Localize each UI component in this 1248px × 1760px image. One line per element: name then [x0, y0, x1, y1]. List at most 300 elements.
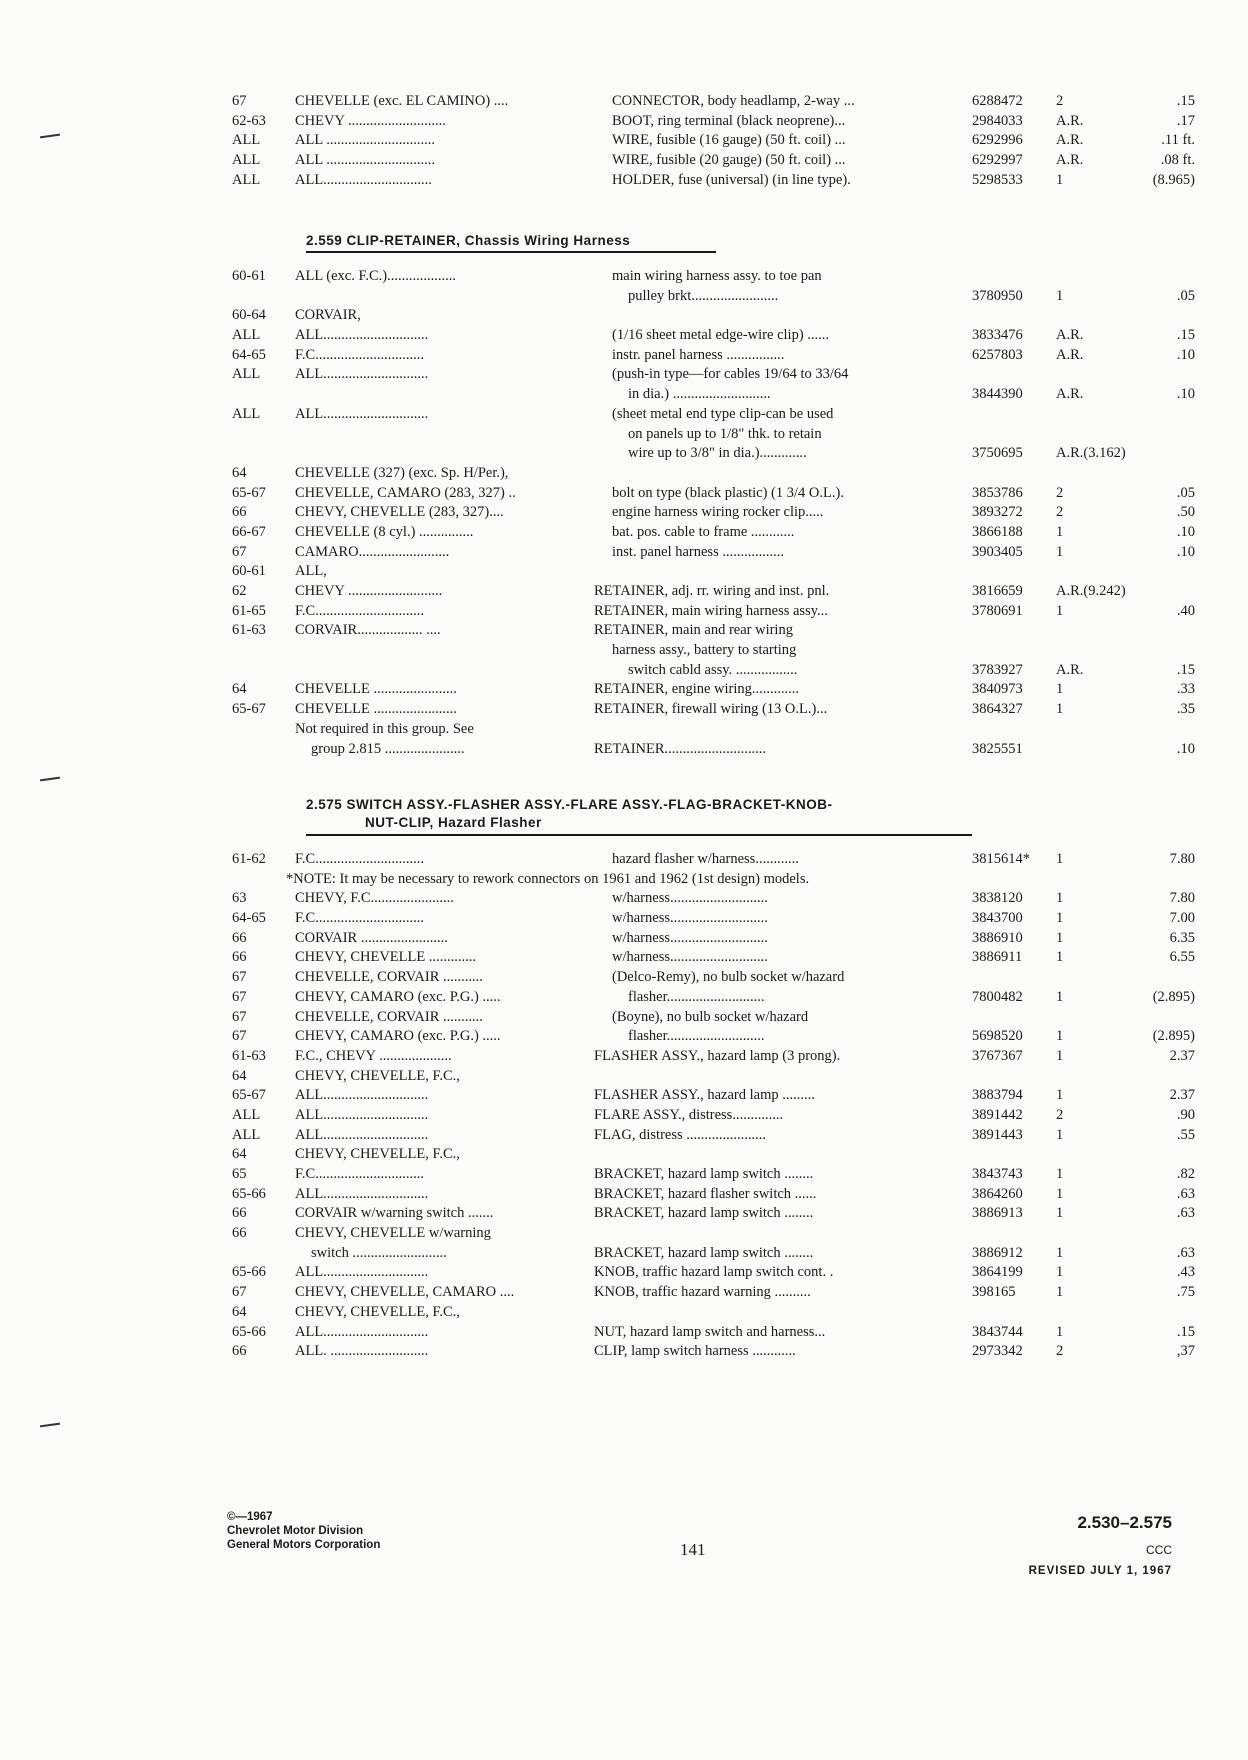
year-cell: 62-63: [232, 112, 266, 129]
price-cell: .55: [1176, 1126, 1195, 1143]
quantity-cell: 1: [1056, 1166, 1064, 1182]
table-row: [232, 909, 1195, 929]
quantity-cell: A.R.: [1056, 132, 1084, 149]
model-cell: CHEVY ..........................: [295, 583, 443, 599]
revision-date: REVISED JULY 1, 1967: [1028, 1565, 1172, 1577]
year-cell: 64-65: [232, 346, 266, 363]
description-cell: bat. pos. cable to frame ............: [612, 523, 795, 540]
division: Chevrolet Motor Division: [227, 1525, 364, 1537]
table-row: [232, 1126, 1195, 1146]
price-cell: .35: [1176, 701, 1195, 718]
model-cell: ALL,: [295, 563, 327, 580]
price-cell: .15: [1176, 327, 1195, 344]
footnote: *NOTE: It may be necessary to rework connectors on 1961 and 1962 (1st design) models.: [286, 870, 810, 887]
table-row: [232, 641, 1192, 661]
part-number-cell: 3891443: [972, 1126, 1023, 1143]
catalog-code: CCC: [1146, 1543, 1172, 1557]
corporation: General Motors Corporation: [227, 1539, 381, 1551]
description-cell: on panels up to 1/8" thk. to retain: [628, 425, 822, 442]
price-cell: ,37: [1176, 1343, 1195, 1360]
price-cell: 2.37: [1169, 1047, 1195, 1064]
table-row: [232, 151, 1195, 171]
description-cell: BRACKET, hazard flasher switch ......: [594, 1185, 817, 1202]
part-number-cell: 3886913: [972, 1205, 1023, 1222]
description-cell: RETAINER, engine wiring.............: [594, 681, 800, 698]
part-number-cell: 3883794: [972, 1087, 1023, 1104]
description-cell: FLASHER ASSY., hazard lamp .........: [594, 1087, 815, 1104]
model-cell: CORVAIR ........................: [295, 929, 448, 946]
model-cell: ALL.............................: [295, 1106, 429, 1123]
description-cell: FLARE ASSY., distress..............: [594, 1106, 784, 1123]
copyright: ©—1967: [227, 1511, 273, 1523]
description-cell: BRACKET, hazard lamp switch ........: [594, 1244, 814, 1261]
table-row: [232, 92, 1195, 112]
model-cell: switch ..........................: [311, 1244, 447, 1261]
part-number-cell: 5298533: [972, 171, 1023, 188]
year-cell: 65-66: [232, 1323, 266, 1340]
description-cell: w/harness...........................: [612, 929, 768, 946]
year-cell: 66-67: [232, 523, 266, 540]
quantity-cell: 1: [1056, 1126, 1064, 1143]
description-cell: BRACKET, hazard lamp switch ........: [594, 1166, 814, 1182]
description-cell: BOOT, ring terminal (black neoprene)...: [612, 112, 846, 129]
model-cell: CHEVY, CHEVELLE, F.C.,: [295, 1067, 460, 1084]
part-number-cell: 3816659: [972, 583, 1023, 599]
table-row: [232, 1342, 1195, 1362]
description-cell: instr. panel harness ................: [612, 346, 785, 363]
table-row: [232, 1165, 1195, 1185]
price-cell: .05: [1176, 287, 1195, 304]
price-cell: .63: [1176, 1244, 1195, 1261]
description-cell: NUT, hazard lamp switch and harness...: [594, 1323, 826, 1340]
table-row: [232, 1106, 1195, 1126]
table-row: [232, 1244, 1195, 1264]
table-row: [232, 968, 1192, 988]
table-row: [232, 405, 1192, 425]
model-cell: CHEVY ...........................: [295, 112, 446, 129]
part-number-cell: 3903405: [972, 543, 1023, 560]
table-row: [232, 503, 1195, 523]
model-cell: CAMARO.........................: [295, 543, 450, 560]
model-cell: CHEVELLE, CAMARO (283, 327) ..: [295, 484, 516, 501]
description-cell: CLIP, lamp switch harness ............: [594, 1343, 796, 1360]
model-cell: F.C..............................: [295, 851, 424, 867]
table-row: [232, 889, 1195, 909]
model-cell: ALL.............................: [295, 1087, 429, 1104]
description-cell: FLASHER ASSY., hazard lamp (3 prong).: [594, 1047, 841, 1064]
quantity-cell: 2: [1056, 1343, 1064, 1360]
description-cell: RETAINER, main wiring harness assy...: [594, 602, 828, 619]
part-number-cell: 3891442: [972, 1106, 1023, 1123]
year-cell: 67: [232, 988, 247, 1005]
year-cell: 67: [232, 1008, 247, 1025]
price-cell: 6.35: [1169, 929, 1195, 946]
model-cell: CHEVY, CHEVELLE, CAMARO ....: [295, 1284, 515, 1301]
year-cell: 61-65: [232, 602, 266, 619]
quantity-cell: A.R.: [1056, 346, 1084, 363]
quantity-cell: 1: [1056, 1284, 1064, 1301]
table-row: [232, 929, 1195, 949]
price-cell: 7.00: [1169, 910, 1195, 927]
model-cell: ALL.............................: [295, 327, 429, 344]
table-row: [232, 1086, 1195, 1106]
part-number-cell: 2973342: [972, 1343, 1023, 1360]
year-cell: 66: [232, 1225, 247, 1242]
table-row: [232, 1027, 1195, 1047]
quantity-cell: 1: [1056, 1028, 1064, 1045]
year-cell: 65-67: [232, 1087, 266, 1104]
table-row: [232, 1263, 1195, 1283]
description-cell: RETAINER, adj. rr. wiring and inst. pnl.: [594, 583, 830, 599]
description-cell: w/harness...........................: [612, 949, 768, 966]
section-title-2559: 2.559 CLIP-RETAINER, Chassis Wiring Harness: [306, 233, 631, 248]
year-cell: 60-64: [232, 307, 266, 324]
year-cell: ALL: [232, 327, 261, 344]
table-row: [232, 661, 1195, 681]
price-cell: .50: [1176, 504, 1195, 521]
table-row: [232, 484, 1195, 504]
year-cell: 65-67: [232, 701, 266, 718]
table-row: [232, 948, 1195, 968]
quantity-cell: 1: [1056, 602, 1064, 619]
table-row: [232, 602, 1195, 622]
part-number-cell: 3780691: [972, 602, 1023, 619]
table-row: [232, 720, 1192, 740]
description-cell: WIRE, fusible (16 gauge) (50 ft. coil) ...: [612, 132, 846, 149]
table-row: [232, 562, 1192, 582]
price-cell: .17: [1176, 112, 1195, 129]
year-cell: 67: [232, 1028, 247, 1045]
quantity-cell: 1: [1056, 543, 1064, 560]
part-number-cell: 3843700: [972, 910, 1023, 927]
year-cell: 60-61: [232, 268, 266, 284]
part-number-cell: 2984033: [972, 112, 1023, 129]
quantity-cell: A.R.(3.162): [1056, 445, 1126, 462]
table-row: [232, 1204, 1195, 1224]
model-cell: CHEVELLE (327) (exc. Sp. H/Per.),: [295, 464, 509, 481]
model-cell: ALL.............................: [295, 1323, 429, 1340]
model-cell: CHEVY, CHEVELLE .............: [295, 949, 476, 966]
scan-hole-mark: [40, 1423, 60, 1428]
table-row: [232, 306, 1192, 326]
model-cell: F.C..............................: [295, 1166, 424, 1182]
description-cell: RETAINER............................: [594, 740, 767, 757]
scan-hole-mark: [40, 134, 60, 139]
model-cell: ALL ..............................: [295, 152, 436, 169]
description-cell: switch cabld assy. .................: [628, 661, 798, 678]
table-row: [232, 870, 1192, 890]
table-row: [232, 385, 1195, 405]
part-number-cell: 7800482: [972, 988, 1023, 1005]
quantity-cell: 1: [1056, 1205, 1064, 1222]
quantity-cell: 1: [1056, 1087, 1064, 1104]
quantity-cell: 2: [1056, 93, 1064, 109]
quantity-cell: 1: [1056, 171, 1064, 188]
model-cell: F.C..............................: [295, 910, 424, 927]
year-cell: 61-62: [232, 851, 266, 867]
description-cell: KNOB, traffic hazard warning ..........: [594, 1284, 811, 1301]
description-cell: (sheet metal end type clip-can be used: [612, 405, 834, 422]
description-cell: RETAINER, firewall wiring (13 O.L.)...: [594, 701, 828, 718]
description-cell: KNOB, traffic hazard lamp switch cont. .: [594, 1264, 834, 1281]
quantity-cell: A.R.: [1056, 661, 1084, 678]
top-parts-table: [232, 92, 1195, 190]
model-cell: CHEVELLE .......................: [295, 701, 457, 718]
price-cell: .33: [1176, 681, 1195, 698]
part-number-cell: 3767367: [972, 1047, 1023, 1064]
model-cell: CORVAIR w/warning switch .......: [295, 1205, 494, 1222]
model-cell: CHEVY, CAMARO (exc. P.G.) .....: [295, 1028, 501, 1045]
table-row: [232, 464, 1192, 484]
part-number-cell: 3840973: [972, 681, 1023, 698]
quantity-cell: 2: [1056, 484, 1064, 501]
page-number: 141: [680, 1540, 706, 1559]
price-cell: .10: [1176, 543, 1195, 560]
quantity-cell: 1: [1056, 949, 1064, 966]
part-number-cell: 3780950: [972, 287, 1023, 304]
year-cell: 64: [232, 1067, 247, 1084]
model-cell: ALL ..............................: [295, 132, 436, 149]
table-row: [232, 680, 1195, 700]
group-info: [1029, 1513, 1172, 1577]
year-cell: 66: [232, 1343, 247, 1360]
price-cell: 6.55: [1169, 949, 1195, 966]
quantity-cell: 1: [1056, 523, 1064, 540]
quantity-cell: A.R.: [1056, 327, 1084, 344]
table-row: [232, 1047, 1195, 1067]
quantity-cell: 1: [1056, 890, 1064, 907]
table-row: [232, 621, 1192, 641]
part-number-cell: 5698520: [972, 1028, 1023, 1045]
model-cell: ALL.............................: [295, 1185, 429, 1202]
part-number-cell: 6292997: [972, 152, 1023, 169]
year-cell: 66: [232, 949, 247, 966]
price-cell: .10: [1176, 346, 1195, 363]
table-row: [232, 444, 1192, 464]
year-cell: 64: [232, 464, 247, 481]
quantity-cell: A.R.: [1056, 152, 1084, 169]
part-number-cell: 3843744: [972, 1323, 1023, 1340]
part-number-cell: 3886910: [972, 929, 1023, 946]
part-number-cell: 3815614*: [972, 851, 1030, 867]
model-cell: CHEVELLE (exc. EL CAMINO) ....: [295, 93, 509, 109]
model-cell: F.C., CHEVY ....................: [295, 1047, 452, 1064]
part-number-cell: 3783927: [972, 661, 1023, 678]
description-cell: HOLDER, fuse (universal) (in line type).: [612, 171, 851, 188]
price-cell: .82: [1176, 1166, 1195, 1182]
price-cell: (2.895): [1152, 1028, 1195, 1045]
description-cell: RETAINER, main and rear wiring: [594, 622, 793, 639]
part-number-cell: 6257803: [972, 346, 1023, 363]
table-row: [232, 1067, 1192, 1087]
model-cell: ALL (exc. F.C.)...................: [295, 268, 457, 284]
year-cell: 66: [232, 929, 247, 946]
table-row: [232, 1323, 1195, 1343]
year-cell: ALL: [232, 1106, 261, 1123]
quantity-cell: 1: [1056, 1244, 1064, 1261]
table-row: [232, 988, 1195, 1008]
part-number-cell: 3838120: [972, 890, 1023, 907]
model-cell: ALL.............................: [295, 1264, 429, 1281]
description-cell: (1/16 sheet metal edge-wire clip) ......: [612, 327, 830, 344]
year-cell: 61-63: [232, 1047, 266, 1064]
table-row: [232, 523, 1195, 543]
model-cell: group 2.815 ......................: [311, 740, 465, 757]
price-cell: .11 ft.: [1161, 132, 1195, 149]
table-row: [232, 740, 1195, 760]
model-cell: CHEVELLE, CORVAIR ...........: [295, 969, 483, 986]
year-cell: 64-65: [232, 910, 266, 927]
part-number-cell: 398165: [972, 1284, 1016, 1301]
part-number-cell: 3864327: [972, 701, 1023, 718]
model-cell: F.C..............................: [295, 602, 424, 619]
table-row: [232, 346, 1195, 366]
model-cell: CHEVY, CHEVELLE, F.C.,: [295, 1146, 460, 1163]
price-cell: .90: [1176, 1106, 1195, 1123]
model-cell: F.C..............................: [295, 346, 424, 363]
section-2575-table: [232, 850, 1195, 1362]
description-cell: in dia.) ...........................: [628, 386, 771, 403]
description-cell: wire up to 3/8" in dia.).............: [628, 445, 807, 462]
model-cell: ALL.............................: [295, 405, 429, 422]
model-cell: CHEVY, CHEVELLE (283, 327)....: [295, 504, 504, 521]
model-cell: ALL.............................: [295, 366, 429, 383]
price-cell: .08 ft.: [1160, 152, 1195, 169]
table-row: [232, 582, 1192, 602]
model-cell: Not required in this group. See: [295, 720, 474, 737]
year-cell: 62: [232, 583, 247, 599]
table-row: [232, 131, 1195, 151]
part-number-cell: 3893272: [972, 504, 1023, 521]
year-cell: 66: [232, 1205, 247, 1222]
model-cell: CORVAIR,: [295, 307, 361, 324]
year-cell: 65-66: [232, 1185, 266, 1202]
table-row: [232, 1185, 1195, 1205]
year-cell: 66: [232, 504, 247, 521]
table-row: [232, 543, 1195, 563]
description-cell: (Boyne), no bulb socket w/hazard: [612, 1008, 809, 1025]
table-row: [232, 425, 1192, 445]
part-number-cell: 3825551: [972, 740, 1023, 757]
table-row: [232, 1283, 1195, 1303]
year-cell: ALL: [232, 366, 261, 383]
quantity-cell: 1: [1056, 988, 1064, 1005]
year-cell: 67: [232, 969, 247, 986]
price-cell: 7.80: [1169, 890, 1195, 907]
table-row: [232, 1145, 1192, 1165]
part-number-cell: 3886911: [972, 949, 1023, 966]
year-cell: 61-63: [232, 622, 266, 639]
year-cell: ALL: [232, 152, 261, 169]
part-number-cell: 3844390: [972, 386, 1023, 403]
year-cell: 65-66: [232, 1264, 266, 1281]
year-cell: 64: [232, 1146, 247, 1163]
table-row: [232, 171, 1195, 191]
table-row: [232, 365, 1192, 385]
quantity-cell: 1: [1056, 851, 1064, 867]
model-cell: CHEVY, F.C.......................: [295, 890, 454, 907]
description-cell: flasher...........................: [628, 988, 765, 1005]
model-cell: CHEVY, CHEVELLE, F.C.,: [295, 1303, 460, 1320]
part-number-cell: 3866188: [972, 523, 1023, 540]
price-cell: .15: [1176, 93, 1195, 109]
quantity-cell: A.R.(9.242): [1056, 583, 1126, 599]
model-cell: CORVAIR.................. ....: [295, 622, 441, 639]
part-number-cell: 3750695: [972, 445, 1023, 462]
quantity-cell: 1: [1056, 1264, 1064, 1281]
description-cell: engine harness wiring rocker clip.....: [612, 504, 824, 521]
quantity-cell: A.R.: [1056, 386, 1084, 403]
section-underline: [306, 251, 716, 253]
part-number-cell: 3833476: [972, 327, 1023, 344]
quantity-cell: 1: [1056, 929, 1064, 946]
publisher-block: [227, 1510, 380, 1552]
price-cell: .40: [1176, 602, 1195, 619]
part-number-cell: 3843743: [972, 1166, 1023, 1182]
description-cell: bolt on type (black plastic) (1 3/4 O.L.).: [612, 484, 844, 501]
description-cell: (Delco-Remy), no bulb socket w/hazard: [612, 969, 845, 986]
year-cell: 67: [232, 1284, 247, 1301]
model-cell: ALL. ...........................: [295, 1343, 429, 1360]
table-row: [232, 326, 1195, 346]
table-row: [232, 1224, 1192, 1244]
quantity-cell: 1: [1056, 287, 1064, 304]
price-cell: .10: [1176, 386, 1195, 403]
table-row: [232, 1303, 1192, 1323]
description-cell: harness assy., battery to starting: [612, 642, 797, 659]
group-range: 2.530–2.575: [1077, 1513, 1172, 1532]
part-number-cell: 3864199: [972, 1264, 1023, 1281]
price-cell: .43: [1176, 1264, 1195, 1281]
model-cell: ALL.............................: [295, 1126, 429, 1143]
description-cell: main wiring harness assy. to toe pan: [612, 268, 822, 284]
table-row: [232, 267, 1192, 287]
description-cell: pulley brkt........................: [628, 287, 779, 304]
model-cell: CHEVELLE, CORVAIR ...........: [295, 1008, 483, 1025]
price-cell: 7.80: [1169, 851, 1195, 867]
description-cell: FLAG, distress ......................: [594, 1126, 766, 1143]
description-cell: CONNECTOR, body headlamp, 2-way ...: [612, 93, 855, 109]
table-row: [232, 700, 1195, 720]
model-cell: CHEVY, CAMARO (exc. P.G.) .....: [295, 988, 501, 1005]
year-cell: 67: [232, 543, 247, 560]
price-cell: .15: [1176, 1323, 1195, 1340]
price-cell: (2.895): [1152, 988, 1195, 1005]
price-cell: .15: [1176, 661, 1195, 678]
model-cell: CHEVELLE .......................: [295, 681, 457, 698]
year-cell: 64: [232, 1303, 247, 1320]
year-cell: 60-61: [232, 563, 266, 580]
description-cell: WIRE, fusible (20 gauge) (50 ft. coil) ...: [612, 152, 846, 169]
quantity-cell: 1: [1056, 701, 1064, 718]
description-cell: (push-in type—for cables 19/64 to 33/64: [612, 366, 849, 383]
scan-hole-mark: [40, 777, 60, 782]
model-cell: ALL..............................: [295, 171, 432, 188]
year-cell: 64: [232, 681, 247, 698]
part-number-cell: 3886912: [972, 1244, 1023, 1261]
quantity-cell: A.R.: [1056, 112, 1084, 129]
year-cell: 65-67: [232, 484, 266, 501]
price-cell: .05: [1176, 484, 1195, 501]
year-cell: 63: [232, 890, 247, 907]
part-number-cell: 3864260: [972, 1185, 1023, 1202]
price-cell: .10: [1176, 740, 1195, 757]
description-cell: inst. panel harness .................: [612, 543, 784, 560]
price-cell: .63: [1176, 1205, 1195, 1222]
quantity-cell: 1: [1056, 681, 1064, 698]
price-cell: .75: [1176, 1284, 1195, 1301]
quantity-cell: 1: [1056, 910, 1064, 927]
